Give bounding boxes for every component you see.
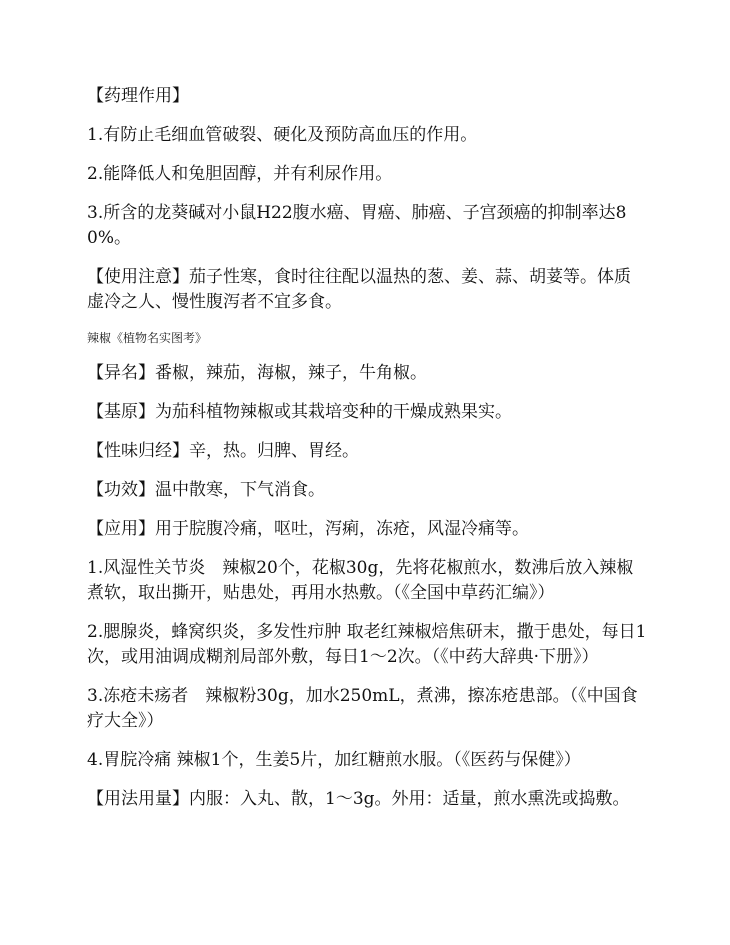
paragraph-origin: 【基原】为茄科植物辣椒或其栽培变种的干燥成熟果实。 <box>87 402 512 422</box>
paragraph: 4.胃脘冷痛 辣椒1个，生姜5片，加红糖煎水服。（《医药与保健》） <box>87 750 581 770</box>
paragraph-aliases: 【异名】番椒，辣茄，海椒，辣子，牛角椒。 <box>87 363 427 383</box>
paragraph-efficacy: 【功效】温中散寒，下气消食。 <box>87 480 325 500</box>
paragraph-application: 【应用】用于脘腹冷痛，呕吐，泻痢，冻疮，风湿冷痛等。 <box>87 519 529 539</box>
paragraph: 1.风湿性关节炎 辣椒20个，花椒30g，先将花椒煎水，数沸后放入辣椒煮软，取出撕开，贴患处，再用水热敷。（《全国中草药汇编》） <box>87 558 634 603</box>
paragraph: 3.所含的龙葵碱对小鼠H22腹水癌、胃癌、肺癌、子宫颈癌的抑制率达80%。 <box>87 203 627 248</box>
paragraph: 2.腮腺炎，蜂窝织炎，多发性疖肿 取老红辣椒焙焦研末，撒于患处，每日1次，或用油调成糊剂局部外敷，每日1～2次。（《中药大辞典·下册》） <box>87 622 647 667</box>
section-heading-pharmacology: 【药理作用】 <box>87 86 189 106</box>
paragraph-dosage: 【用法用量】内服：入丸、散，1～3g。外用：适量，煎水熏洗或捣敷。 <box>87 789 630 809</box>
entry-title-chili: 辣椒《植物名实图考》 <box>87 331 208 345</box>
paragraph: 1.有防止毛细血管破裂、硬化及预防高血压的作用。 <box>87 125 478 145</box>
paragraph: 2.能降低人和兔胆固醇，并有利尿作用。 <box>87 164 393 184</box>
document-body <box>87 84 647 826</box>
paragraph: 3.冻疮未疡者 辣椒粉30g，加水250mL，煮沸，擦冻疮患部。（《中国食疗大全》） <box>87 686 638 731</box>
paragraph-usage-notes: 【使用注意】茄子性寒，食时往往配以温热的葱、姜、蒜、胡荽等。体质虚冷之人、慢性腹泻者不宜多食。 <box>87 267 631 312</box>
paragraph-nature-meridian: 【性味归经】辛，热。归脾、胃经。 <box>87 441 359 461</box>
